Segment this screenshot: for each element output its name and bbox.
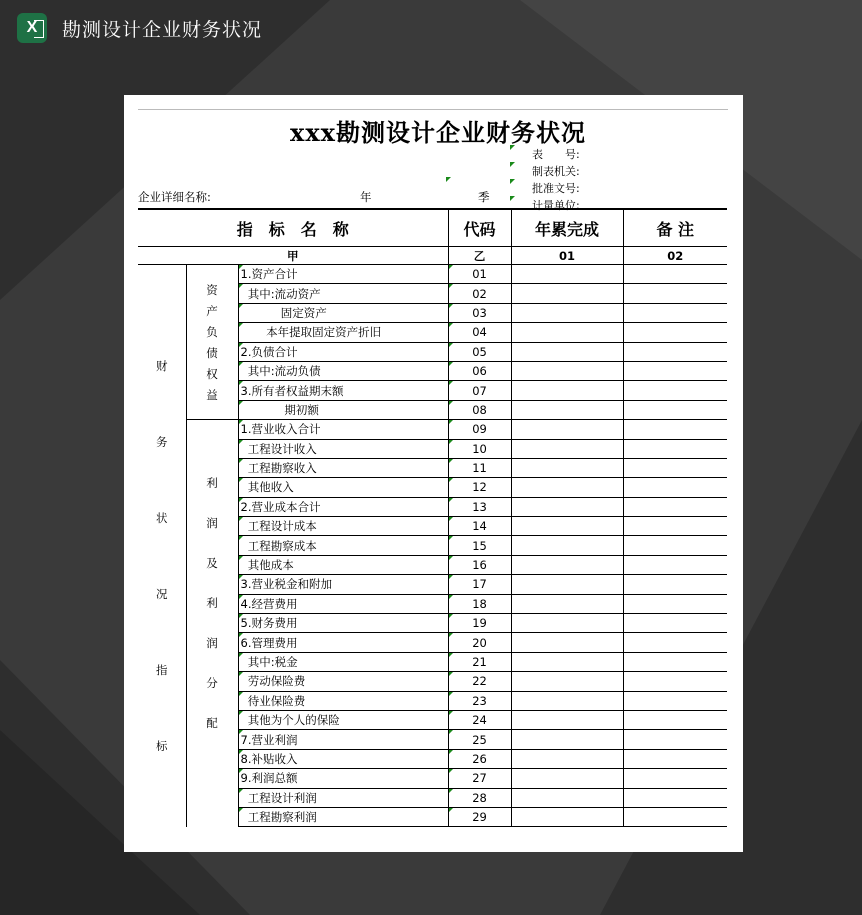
row-annual-cell[interactable] — [511, 497, 623, 516]
company-label: 企业详细名称: — [138, 190, 211, 204]
row-note-cell[interactable] — [623, 594, 727, 613]
row-name: 其他成本 — [238, 555, 448, 574]
row-name: 3.营业税金和附加 — [238, 575, 448, 594]
row-annual-cell[interactable] — [511, 614, 623, 633]
row-code: 24 — [448, 710, 511, 729]
row-note-cell[interactable] — [623, 342, 727, 361]
row-code: 16 — [448, 555, 511, 574]
row-name: 2.负债合计 — [238, 342, 448, 361]
row-annual-cell[interactable] — [511, 672, 623, 691]
row-note-cell[interactable] — [623, 400, 727, 419]
row-note-cell[interactable] — [623, 769, 727, 788]
row-annual-cell[interactable] — [511, 536, 623, 555]
row-code: 21 — [448, 652, 511, 671]
group-char: 资 — [206, 282, 218, 297]
row-name: 固定资产 — [238, 303, 448, 322]
group-char: 分 — [206, 676, 218, 691]
row-name: 1.营业收入合计 — [238, 420, 448, 439]
row-note-cell[interactable] — [623, 788, 727, 807]
row-annual-cell[interactable] — [511, 381, 623, 400]
row-name: 8.补贴收入 — [238, 749, 448, 768]
group-char: 产 — [206, 303, 218, 318]
row-name: 其中:流动资产 — [238, 284, 448, 303]
row-name: 工程设计成本 — [238, 517, 448, 536]
group-char: 负 — [206, 324, 218, 339]
row-annual-cell[interactable] — [511, 284, 623, 303]
row-code: 15 — [448, 536, 511, 555]
row-annual-cell[interactable] — [511, 788, 623, 807]
table-row — [138, 420, 727, 439]
group-char: 利 — [206, 476, 218, 491]
row-annual-cell[interactable] — [511, 478, 623, 497]
row-annual-cell[interactable] — [511, 633, 623, 652]
row-annual-cell[interactable] — [511, 710, 623, 729]
row-note-cell[interactable] — [623, 672, 727, 691]
group-char: 润 — [206, 636, 218, 651]
indicator-table — [138, 208, 727, 827]
subheader-code: 乙 — [448, 247, 511, 265]
row-note-cell[interactable] — [623, 439, 727, 458]
meta-form-no: 表 号: — [532, 148, 580, 161]
row-code: 11 — [448, 458, 511, 477]
row-code: 12 — [448, 478, 511, 497]
row-name: 本年提取固定资产折旧 — [238, 323, 448, 342]
row-annual-cell[interactable] — [511, 342, 623, 361]
row-note-cell[interactable] — [623, 555, 727, 574]
row-name: 7.营业利润 — [238, 730, 448, 749]
row-annual-cell[interactable] — [511, 400, 623, 419]
row-name: 工程勘察利润 — [238, 807, 448, 826]
row-note-cell[interactable] — [623, 536, 727, 555]
row-code: 01 — [448, 265, 511, 284]
row-note-cell[interactable] — [623, 652, 727, 671]
group-assets-liabilities — [186, 265, 238, 420]
row-code: 08 — [448, 400, 511, 419]
row-annual-cell[interactable] — [511, 594, 623, 613]
row-note-cell[interactable] — [623, 265, 727, 284]
row-code: 23 — [448, 691, 511, 710]
row-annual-cell[interactable] — [511, 749, 623, 768]
row-note-cell[interactable] — [623, 478, 727, 497]
row-note-cell[interactable] — [623, 284, 727, 303]
row-code: 20 — [448, 633, 511, 652]
group-char: 润 — [206, 516, 218, 531]
row-annual-cell[interactable] — [511, 323, 623, 342]
group-financial-indicators — [138, 265, 186, 827]
subheader-name: 甲 — [138, 247, 448, 265]
group-char: 况 — [156, 586, 168, 601]
row-annual-cell[interactable] — [511, 265, 623, 284]
row-code: 14 — [448, 517, 511, 536]
row-annual-cell[interactable] — [511, 458, 623, 477]
row-annual-cell[interactable] — [511, 361, 623, 380]
row-note-cell[interactable] — [623, 691, 727, 710]
row-annual-cell[interactable] — [511, 691, 623, 710]
row-code: 13 — [448, 497, 511, 516]
row-name: 劳动保险费 — [238, 672, 448, 691]
row-annual-cell[interactable] — [511, 420, 623, 439]
row-code: 29 — [448, 807, 511, 826]
row-annual-cell[interactable] — [511, 769, 623, 788]
row-name: 2.营业成本合计 — [238, 497, 448, 516]
group-char: 务 — [156, 434, 168, 449]
row-name: 其他收入 — [238, 478, 448, 497]
row-code: 09 — [448, 420, 511, 439]
row-code: 18 — [448, 594, 511, 613]
row-annual-cell[interactable] — [511, 303, 623, 322]
meta-approval: 批准文号: — [532, 182, 580, 195]
group-char: 标 — [156, 738, 168, 753]
row-note-cell[interactable] — [623, 303, 727, 322]
row-code: 27 — [448, 769, 511, 788]
row-code: 19 — [448, 614, 511, 633]
row-note-cell[interactable] — [623, 807, 727, 826]
row-annual-cell[interactable] — [511, 517, 623, 536]
row-code: 07 — [448, 381, 511, 400]
row-annual-cell[interactable] — [511, 730, 623, 749]
group-char: 债 — [206, 345, 218, 360]
row-annual-cell[interactable] — [511, 575, 623, 594]
year-label: 年 — [360, 190, 372, 204]
row-name: 9.利润总额 — [238, 769, 448, 788]
document-title: xxx勘测设计企业财务状况 — [290, 118, 586, 147]
row-name: 期初额 — [238, 400, 448, 419]
group-profit-distribution — [186, 420, 238, 827]
subheader-note: 02 — [623, 247, 727, 265]
group-char: 配 — [206, 716, 218, 731]
group-char: 权 — [206, 366, 218, 381]
row-note-cell[interactable] — [623, 710, 727, 729]
row-note-cell[interactable] — [623, 614, 727, 633]
row-annual-cell[interactable] — [511, 439, 623, 458]
row-code: 25 — [448, 730, 511, 749]
row-name: 6.管理费用 — [238, 633, 448, 652]
row-name: 5.财务费用 — [238, 614, 448, 633]
table-row — [138, 265, 727, 284]
group-char: 及 — [206, 556, 218, 571]
group-char: 益 — [206, 387, 218, 402]
row-note-cell[interactable] — [623, 458, 727, 477]
row-name: 工程勘察收入 — [238, 458, 448, 477]
header-note: 备 注 — [623, 209, 727, 247]
row-note-cell[interactable] — [623, 730, 727, 749]
row-annual-cell[interactable] — [511, 652, 623, 671]
row-code: 17 — [448, 575, 511, 594]
window-header — [0, 0, 862, 58]
row-code: 04 — [448, 323, 511, 342]
row-code: 10 — [448, 439, 511, 458]
group-char: 利 — [206, 596, 218, 611]
header-name: 指 标 名 称 — [138, 209, 448, 247]
row-code: 26 — [448, 749, 511, 768]
row-name: 3.所有者权益期末额 — [238, 381, 448, 400]
row-code: 02 — [448, 284, 511, 303]
meta-unit: 计量单位: — [532, 199, 580, 212]
excel-icon: X — [17, 13, 47, 43]
group-char: 财 — [156, 358, 168, 373]
row-name: 其他为个人的保险 — [238, 710, 448, 729]
row-name: 4.经营费用 — [238, 594, 448, 613]
subheader-annual: 01 — [511, 247, 623, 265]
row-name: 其中:流动负债 — [238, 361, 448, 380]
row-note-cell[interactable] — [623, 575, 727, 594]
row-note-cell[interactable] — [623, 323, 727, 342]
spreadsheet-page — [124, 95, 743, 852]
row-name: 工程设计利润 — [238, 788, 448, 807]
row-name: 工程勘察成本 — [238, 536, 448, 555]
row-note-cell[interactable] — [623, 749, 727, 768]
row-code: 05 — [448, 342, 511, 361]
row-name: 工程设计收入 — [238, 439, 448, 458]
header-code: 代码 — [448, 209, 511, 247]
quarter-label: 季 — [478, 190, 490, 204]
row-code: 06 — [448, 361, 511, 380]
group-char: 指 — [156, 662, 168, 677]
row-note-cell[interactable] — [623, 420, 727, 439]
row-note-cell[interactable] — [623, 633, 727, 652]
row-name: 待业保险费 — [238, 691, 448, 710]
row-code: 22 — [448, 672, 511, 691]
meta-authority: 制表机关: — [532, 165, 580, 178]
row-note-cell[interactable] — [623, 517, 727, 536]
row-code: 03 — [448, 303, 511, 322]
row-note-cell[interactable] — [623, 497, 727, 516]
row-note-cell[interactable] — [623, 361, 727, 380]
row-code: 28 — [448, 788, 511, 807]
row-annual-cell[interactable] — [511, 555, 623, 574]
group-char: 状 — [156, 510, 168, 525]
window-title: 勘测设计企业财务状况 — [62, 19, 263, 41]
row-note-cell[interactable] — [623, 381, 727, 400]
row-annual-cell[interactable] — [511, 807, 623, 826]
header-annual: 年累完成 — [511, 209, 623, 247]
row-name: 1.资产合计 — [238, 265, 448, 284]
row-name: 其中:税金 — [238, 652, 448, 671]
